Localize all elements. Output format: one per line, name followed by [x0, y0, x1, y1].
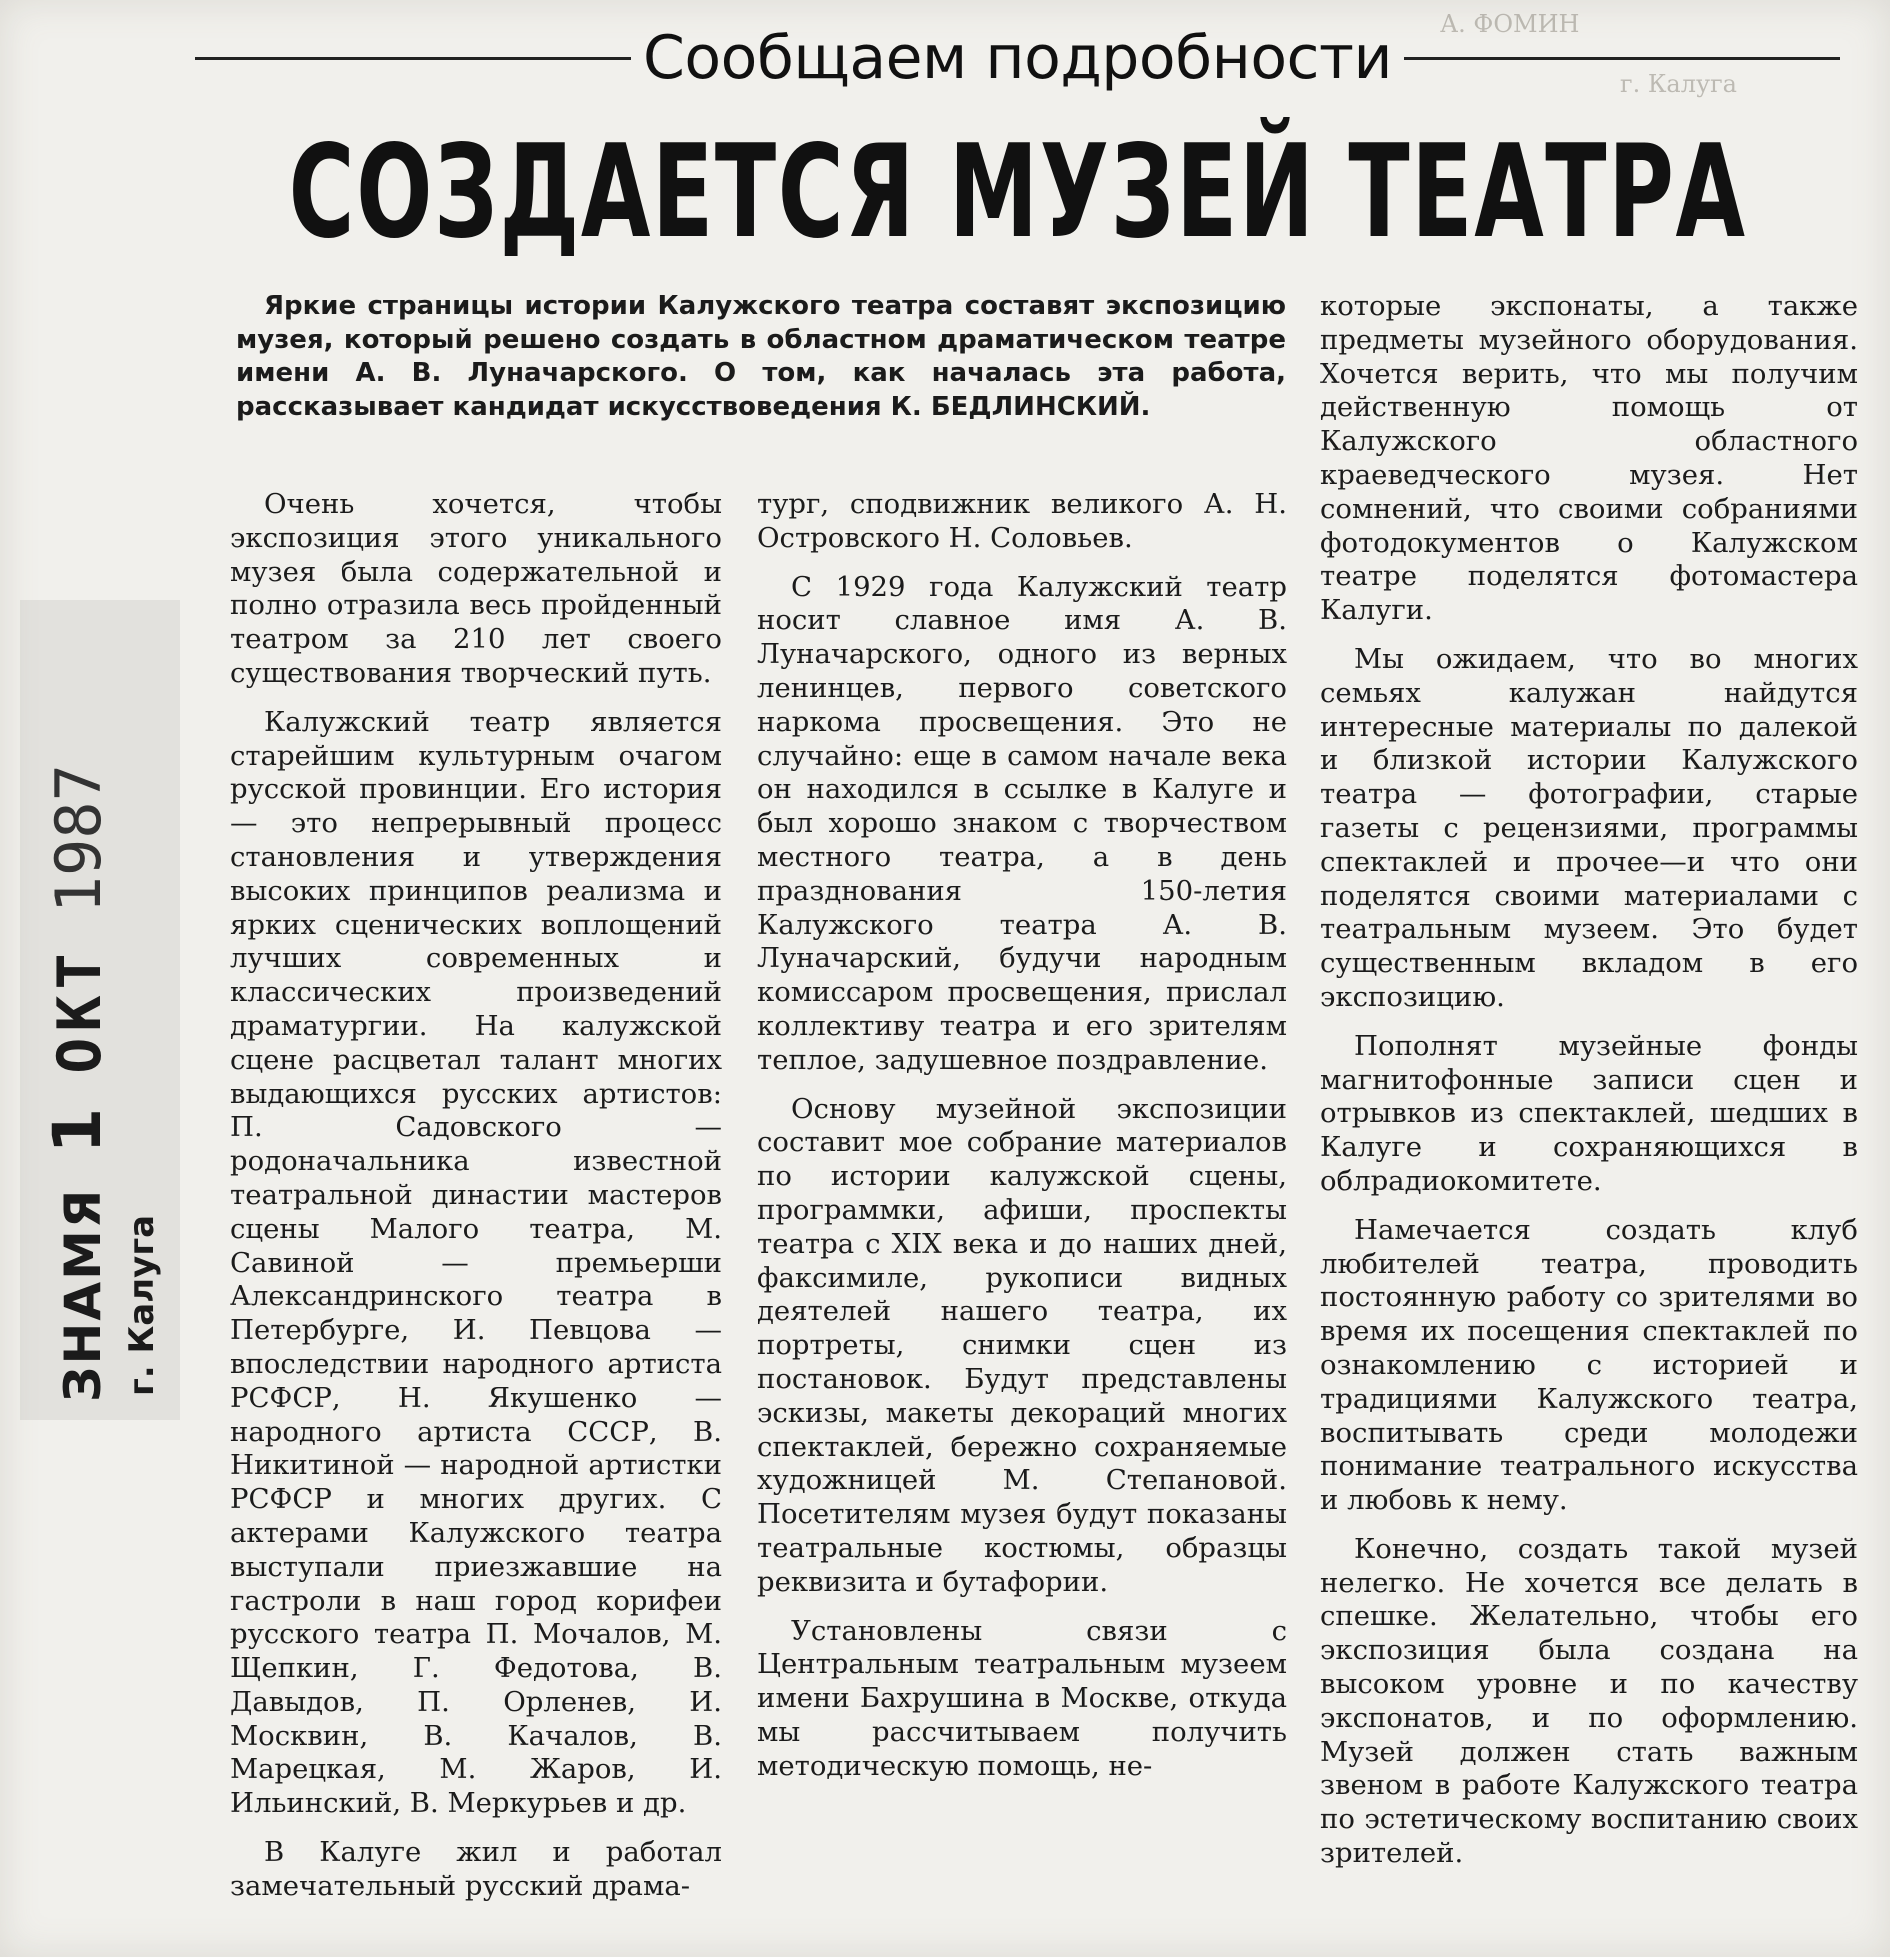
paragraph: Намечается создать клуб любителей театра, проводить постоянную работу со зрителями во время их посещения спектаклей по ознакомлению с историей и традициями Калужского театра, воспитывать среди молодежи понимание театрального искусства и любовь к нему. [1320, 1213, 1858, 1517]
stamp-newspaper-name: ЗНАМЯ [53, 1187, 112, 1402]
rubric-title: Сообщаем подробности [643, 23, 1392, 93]
date-stamp-rotated [20, 582, 180, 1420]
paragraph: тург, сподвижник великого А. Н. Островского Н. Соловьев. [757, 488, 1287, 554]
article-column-3 [1320, 290, 1858, 1886]
stamp-year: 1987 [41, 764, 115, 914]
bleed-through-name: А. ФОМИН [1440, 10, 1580, 38]
paragraph: Калужский театр является старейшим культурным очагом русской провинции. Его история — это непрерывный процесс становления и утверждения высоких принципов реализма и ярких сценических воплощений лучших современных и классических произведений драматургии. На калужской сцене расцветал талант многих выдающихся русских артистов: П. Садовского — родоначальника известной театральной династии мастеров сцены Малого театра, М. Савиной — премьерши Александринского театра в Петербурге, И. Певцова — впоследствии народного артиста РСФСР, Н. Якушенко — народного артиста СССР, В. Никитиной — народной артистки РСФСР и многих других. С актерами Калужского театра выступали приезжавшие на гастроли в наш город корифеи русского театра П. Мочалов, М. Щепкин, Г. Федотова, В. Давыдов, П. Орленев, И. Москвин, В. Качалов, В. Марецкая, М. Жаров, И. Ильинский, В. Меркурьев и др. [230, 705, 722, 1820]
paragraph: Мы ожидаем, что во многих семьях калужан найдутся интересные материалы по далекой и близкой истории Калужского театра — фотографии, старые газеты с рецензиями, программы спектаклей и прочее—и что они поделятся своими материалами с театральным музеем. Это будет существенным вкладом в его экспозицию. [1320, 642, 1858, 1013]
paragraph: Очень хочется, чтобы экспозиция этого уникального музея была содержательной и полно отразила весь пройденный театром за 210 лет своего существования творческий путь. [230, 488, 722, 689]
rubric-rule-right [1404, 57, 1840, 60]
article-column-1 [230, 488, 722, 1919]
date-stamp [20, 600, 180, 1420]
paragraph: Пополнят музейные фонды магнитофонные записи сцен и отрывков из спектаклей, шедших в Калуге и сохраняющихся в облрадиокомитете. [1320, 1029, 1858, 1197]
paragraph: которые экспонаты, а также предметы музейного оборудования. Хочется верить, что мы получим действенную помощь от Калужского областного краеведческого музея. Нет сомнений, что своими собраниями фотодокументов о Калужском театре поделятся фотомастера Калуги. [1320, 290, 1858, 627]
paragraph: С 1929 года Калужский театр носит славное имя А. В. Луначарского, одного из верных ленинцев, первого советского наркома просвещения. Это не случайно: еще в самом начале века он находился в ссылке в Калуге и был хорошо знаком с творчеством местного театра, а в день празднования 150-летия Калужского театра А. В. Луначарский, будучи народным комиссаром просвещения, прислал коллективу театра и его зрителям теплое, задушевное поздравление. [757, 570, 1287, 1076]
paragraph: Установлены связи с Центральным театральным музеем имени Бахрушина в Москве, откуда мы рассчитываем получить методическую помощь, не- [757, 1614, 1287, 1782]
lead-paragraph [236, 290, 1286, 424]
headline [195, 112, 1840, 272]
stamp-month: ОКТ [44, 947, 115, 1074]
rubric-header [195, 16, 1840, 100]
stamp-day: 1 [38, 1107, 116, 1154]
lead-author: К. БЕДЛИНСКИЙ. [890, 391, 1151, 422]
article-column-2 [757, 488, 1287, 1798]
paragraph: Основу музейной экспозиции составит мое собрание материалов по истории калужской сцены, программки, афиши, проспекты театра с XIX века и до наших дней, факсимиле, рукописи видных деятелей нашего театра, их портреты, снимки сцен из постановок. Будут представлены эскизы, макеты декораций многих спектаклей, бережно сохраняемые художницей М. Степановой. Посетителям музея будут показаны театральные костюмы, образцы реквизита и бутафории. [757, 1092, 1287, 1598]
bleed-through-city: г. Калуга [1620, 70, 1737, 98]
rubric-rule-left [195, 57, 631, 60]
stamp-city: г. Калуга [121, 1214, 162, 1396]
paragraph: В Калуге жил и работал замечательный русский драма- [230, 1836, 722, 1902]
date-stamp-line [39, 582, 116, 1402]
headline-text: СОЗДАЕТСЯ МУЗЕЙ ТЕАТРА [288, 117, 1747, 267]
paragraph: Конечно, создать такой музей нелегко. Не хочется все делать в спешке. Желательно, чтобы его экспозиция была создана на высоком уровне и по качеству экспонатов, и по оформлению. Музей должен стать важным звеном в работе Калужского театра по эстетическому воспитанию своих зрителей. [1320, 1532, 1858, 1870]
lead-text: Яркие страницы истории Калужского театра составят экспозицию музея, который решено создать в областном драматическом театре имени А. В. Луначарского. О том, как началась эта работа, рассказывает кандидат искусствоведения [236, 291, 1286, 422]
